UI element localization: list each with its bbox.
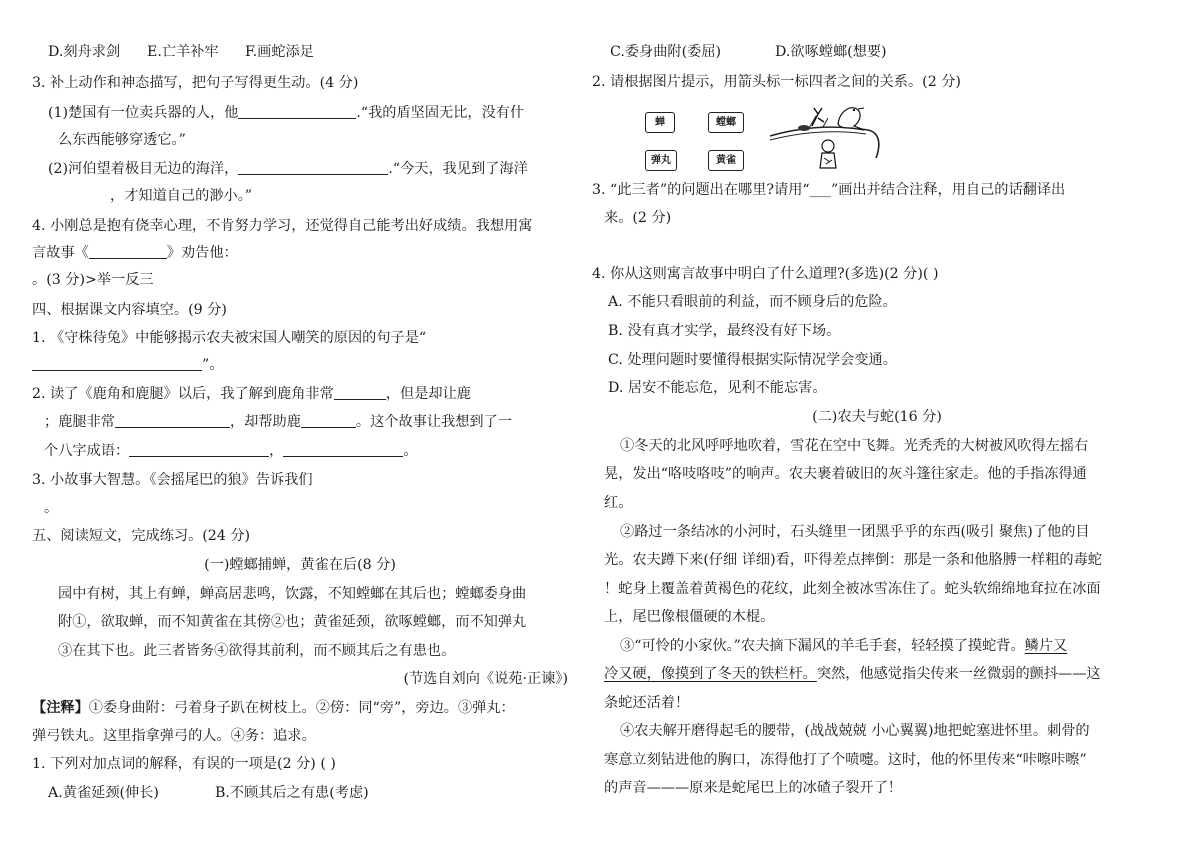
answer-blank[interactable] [238,104,356,119]
p1-question-3-line-1: 3. “此三者”的问题出在哪里?请用“___”画出并结合注释，用自己的话翻译出 [592,182,1066,198]
q3-line-2: 么东西能够穿透它。” [58,132,186,148]
p1-q4-option-d: D. 居安不能忘危，见利不能忘害。 [608,380,827,396]
passage-2-line-10: 条蛇还活着！ [604,695,690,711]
box-oriole[interactable]: 黄雀 [708,150,744,171]
answer-blank[interactable] [283,442,403,457]
p1-q1-option-a: A.黄雀延颈(伸长) [48,785,159,801]
p1-q1-option-d: D.欲啄螳螂(想要) [775,44,887,60]
question-4-line-1: 4. 小刚总是抱有侥幸心理，不肯努力学习，还觉得自己能考出好成绩。我想用寓 [32,218,533,234]
p1-q4-option-c: C. 处理问题时要懂得根据实际情况学会变通。 [608,352,897,368]
s4-q2-line-2: ；鹿腿非常 ，却帮助鹿 。这个故事让我想到了一 [44,414,512,430]
p1-q1-option-c: C.委身曲附(委屈) [610,44,722,60]
section-5-heading: 五、阅读短文，完成练习。(24 分) [32,528,251,544]
q3-line-4: ，才知道自己的渺小。” [110,188,253,204]
passage-1-line-1: 园中有树，其上有蝉，蝉高居悲鸣，饮露，不知螳螂在其后也；螳螂委身曲 [58,586,527,602]
answer-blank[interactable] [115,413,230,428]
passage-2-line-9: 冷又硬，像摸到了冬天的铁栏杆。突然，他感觉指尖传来一丝微弱的颤抖——这 [604,666,1101,682]
answer-blank[interactable] [32,356,202,371]
option-e: E.亡羊补牢 [147,44,219,60]
p1-question-1: 1. 下列对加点词的解释，有误的一项是(2 分) ( ) [32,756,336,772]
p1-question-4: 4. 你从这则寓言故事中明白了什么道理?(多选)(2 分)( ) [592,266,939,282]
answer-blank[interactable] [334,385,386,400]
answer-blank[interactable] [238,160,388,175]
passage-1-source: (节选自刘向《说苑·正谏》) [403,671,568,687]
underlined-sentence: 冷又硬，像摸到了冬天的铁栏杆。 [604,666,817,682]
boy-icon [822,140,834,152]
cicada-icon [798,125,810,131]
question-4-line-2: 言故事《 》劝告他： [32,245,238,261]
passage-2-line-2: 晃，发出“咯吱咯吱”的响声。农夫裹着破旧的灰斗篷往家走。他的手指冻得通 [604,466,1087,482]
passage-2-line-8: ③“可怜的小家伙。”农夫摘下漏风的羊毛手套，轻轻摸了摸蛇背。鳞片又 [620,638,1068,654]
box-pellet[interactable]: 弹丸 [645,150,677,171]
p1-q1-option-b: B.不顾其后之有患(考虑) [215,785,369,801]
passage-1-line-2: 附①，欲取蝉，而不知黄雀在其傍②也；黄雀延颈，欲啄螳螂，而不知弹丸 [58,614,527,630]
passage-2-line-4: ②路过一条结冰的小河时，石头缝里一团黑乎乎的东西(吸引 聚焦)了他的目 [620,524,1090,540]
s4-q1-line-1: 1. 《守株待兔》中能够揭示农夫被宋国人嘲笑的原因的句子是“ [32,330,427,346]
passage-2-line-3: 红。 [604,495,633,511]
s4-q3-line-2: 。 [44,500,59,516]
passage-2-line-13: 的声音———原来是蛇尾巴上的冰碴子裂开了！ [604,780,902,796]
passage-2-title: (二)农夫与蛇(16 分) [812,409,942,425]
option-d: D.刻舟求剑 [48,44,121,60]
underlined-sentence: 鳞片又 [1024,638,1068,654]
p1-question-3-line-2: 来。(2 分) [604,210,672,226]
passage-2-line-5: 光。农夫蹲下来(仔细 详细)看，吓得差点摔倒：那是一条和他胳膊一样粗的毒蛇 [604,552,1102,568]
fable-illustration [768,96,886,172]
section-4-heading: 四、根据课文内容填空。(9 分) [32,302,227,318]
p1-question-2: 2. 请根据图片提示，用箭头标一标四者之间的关系。(2 分) [592,74,961,90]
q3-line-1: (1)楚国有一位卖兵器的人，他 .“我的盾坚固无比，没有什 [48,105,525,121]
passage-1-title: (一)螳螂捕蝉，黄雀在后(8 分) [204,557,396,573]
s4-q2-line-3: 个八字成语： ， 。 [44,443,418,459]
oriole-icon [838,108,864,130]
answer-blank[interactable] [301,413,356,428]
passage-2-line-7: 上，尾巴像根僵硬的木棍。 [604,609,775,625]
option-f: F.画蛇添足 [245,44,314,60]
passage-2-line-11: ④农夫解开磨得起毛的腰带，(战战兢兢 小心翼翼)地把蛇塞进怀里。刺骨的 [620,723,1090,739]
mantis-icon [812,108,824,126]
question-3-title: 3. 补上动作和神态描写，把句子写得更生动。(4 分) [32,75,359,91]
question-4-line-3: 。(3 分)>举一反三 [32,272,154,288]
s4-q3-line-1: 3. 小故事大智慧。《会摇尾巴的狼》告诉我们 [32,472,313,488]
passage-2-line-1: ①冬天的北风呼呼地吹着，雪花在空中飞舞。光秃秃的大树被风吹得左摇右 [620,438,1089,454]
annotation-line-1: 【注释】①委身曲附：弓着身子趴在树枝上。②傍：同“旁”，旁边。③弹丸： [32,700,515,716]
box-cicada[interactable]: 蝉 [645,112,675,133]
q3-line-3: (2)河伯望着极目无边的海洋， .“今天，我见到了海洋 [48,161,528,177]
annotation-line-2: 弹弓铁丸。这里指拿弹弓的人。④务：追求。 [32,728,316,744]
answer-blank[interactable] [89,244,167,259]
answer-blank[interactable] [129,442,269,457]
box-mantis[interactable]: 螳螂 [708,112,744,133]
passage-2-line-6: ！蛇身上覆盖着黄褐色的花纹，此刻全被冰雪冻住了。蛇头软绵绵地耷拉在冰面 [604,581,1101,597]
passage-1-line-3: ③在其下也。此三者皆务④欲得其前利，而不顾其后之有患也。 [58,643,456,659]
p1-q4-option-b: B. 没有真才实学，最终没有好下场。 [608,323,841,339]
s4-q1-line-2: ”。 [32,355,223,375]
s4-q2-line-1: 2. 读了《鹿角和鹿腿》以后，我了解到鹿角非常 ，但是却让鹿 [32,386,471,402]
p1-q4-option-a: A. 不能只看眼前的利益，而不顾身后的危险。 [608,294,897,310]
passage-2-line-12: 寒意立刻钻进他的胸口，冻得他打了个喷嚏。这时，他的怀里传来“咔嚓咔嚓” [604,752,1087,768]
